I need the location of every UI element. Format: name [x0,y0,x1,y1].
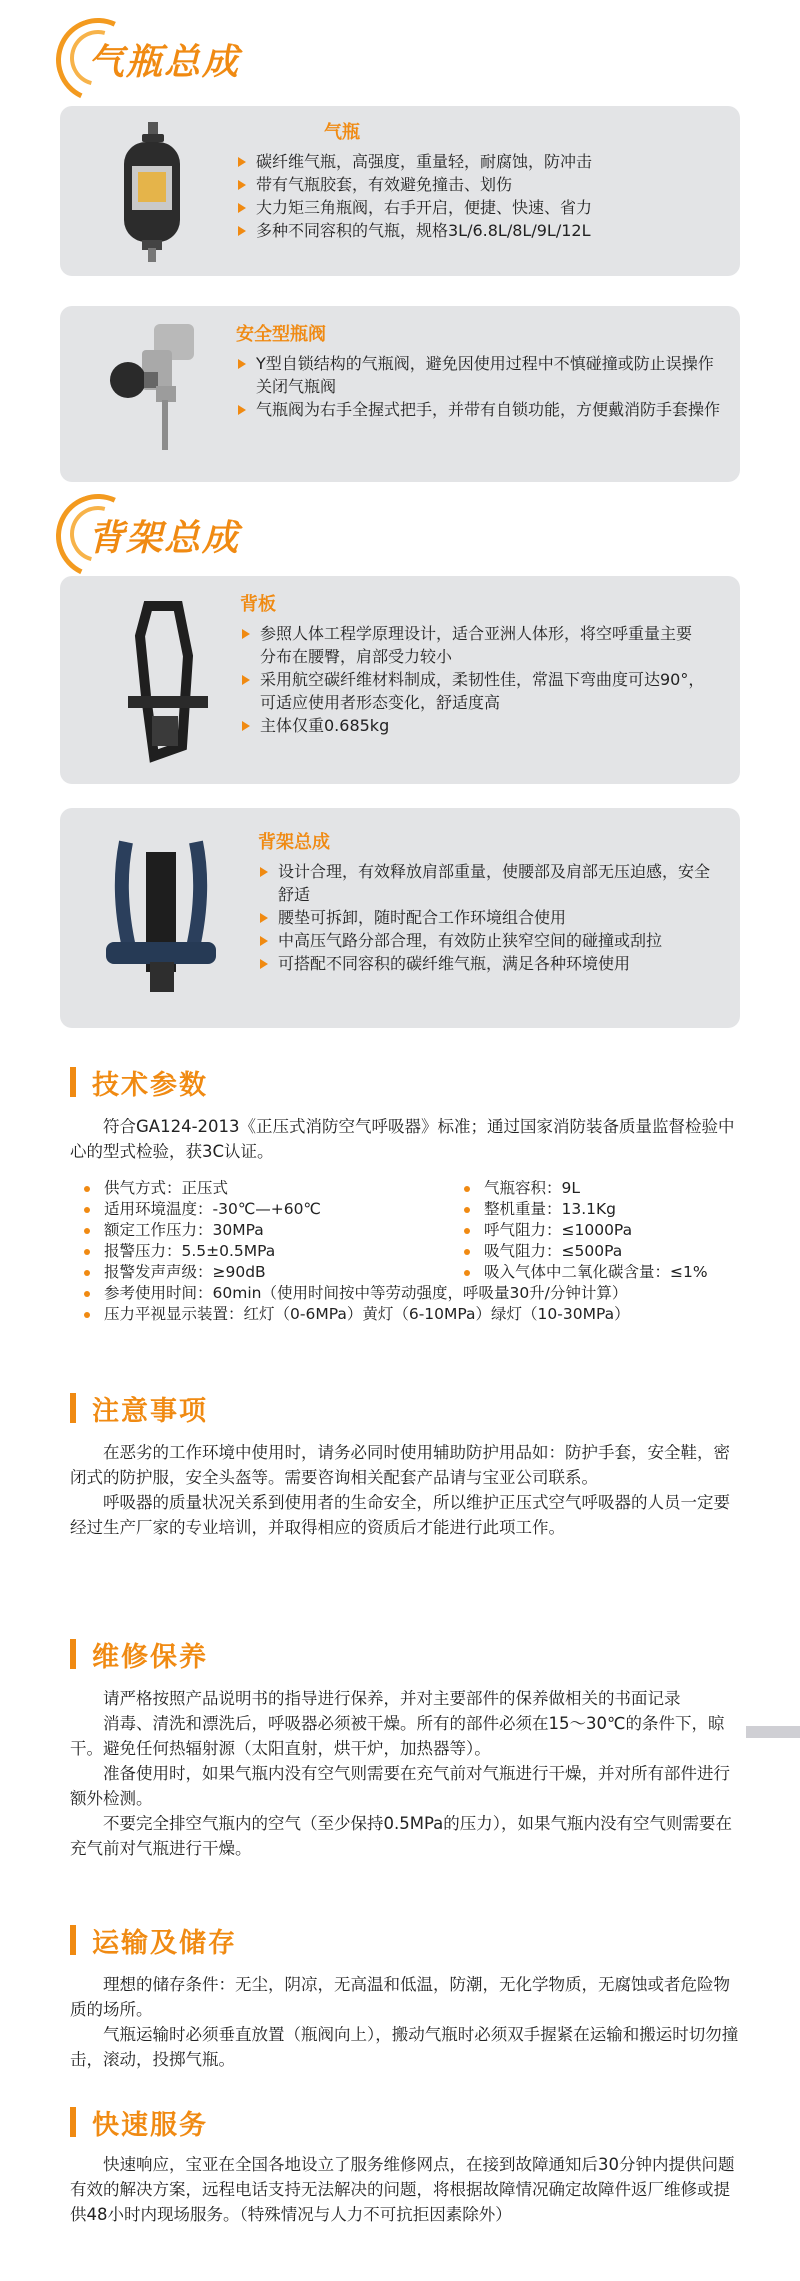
param-text: 呼气阻力：≤1000Pa [484,1221,633,1239]
list-item: Y型自锁结构的气瓶阀，避免因使用过程中不慎碰撞或防止误操作关闭气瓶阀 [236,352,722,398]
list-item: 气瓶阀为右手全握式把手，并带有自锁功能，方便戴消防手套操作 [236,398,722,421]
heading-text: 快速服务 [92,2109,208,2141]
section-title-text: 气瓶总成 [88,42,241,83]
harness-image [96,832,226,1006]
bullet-dot [84,1291,90,1297]
cylinder-image [112,122,192,266]
param-item [70,1304,750,1325]
heading-text: 维修保养 [92,1641,208,1673]
paragraph: 不要完全排空气瓶内的空气（至少保持0.5MPa的压力），如果气瓶内没有空气则需要在充气前对气瓶进行干燥。 [70,1814,733,1858]
param-item [450,1220,750,1241]
param-text: 气瓶容积：9L [484,1179,580,1197]
param-item [70,1178,450,1199]
param-item [70,1241,450,1262]
section-title-text: 背架总成 [88,518,241,559]
paragraph: 请严格按照产品说明书的指导进行保养，并对主要部件的保养做相关的书面记录 [103,1689,681,1708]
paragraph: 呼吸器的质量状况关系到使用者的生命安全，所以维护正压式空气呼吸器的人员一定要经过生产厂家的专业培训，并取得相应的资质后才能进行此项工作。 [70,1493,730,1537]
param-row [70,1178,750,1199]
param-text: 吸入气体中二氧化碳含量：≤1% [484,1263,708,1281]
paragraph: 理想的储存条件：无尘，阴凉，无高温和低温，防潮，无化学物质，无腐蚀或者危险物质的场所。 [70,1975,730,2019]
heading-service [70,2104,208,2140]
card-backplate [60,576,740,784]
valve-image [98,320,208,464]
param-item [450,1199,750,1220]
param-text: 吸气阻力：≤500Pa [484,1242,623,1260]
param-row [70,1283,750,1304]
card-heading-valve: 安全型瓶阀 [236,324,326,345]
section-title-backframe-assembly [56,500,316,570]
param-item [70,1283,750,1304]
maintenance-body [70,1686,742,1861]
card-valve [60,306,740,482]
paragraph: 在恶劣的工作环境中使用时，请务必同时使用辅助防护用品如：防护手套，安全鞋，密闭式的防护服，安全头盔等。需要咨询相关配套产品请与宝亚公司联系。 [70,1443,730,1487]
bullet-dot [84,1249,90,1255]
bullet-dot [464,1228,470,1234]
bullet-dot [464,1207,470,1213]
list-item: 可搭配不同容积的碳纤维气瓶，满足各种环境使用 [258,952,716,975]
card-heading-backplate: 背板 [240,594,276,615]
paragraph: 消毒、清洗和漂洗后，呼吸器必须被干燥。所有的部件必须在15～30℃的条件下，晾干。避免任何热辐射源（太阳直射，烘干炉，加热器等）。 [70,1714,725,1758]
list-item: 碳纤维气瓶，高强度，重量轻，耐腐蚀，防冲击 [236,150,716,173]
list-item: 多种不同容积的气瓶，规格3L/6.8L/8L/9L/12L [236,219,716,242]
decorative-strip [746,1726,800,1738]
paragraph: 快速响应，宝亚在全国各地设立了服务维修网点，在接到故障通知后30分钟内提供问题有效的解决方案，远程电话支持无法解决的问题，将根据故障情况确定故障件返厂维修或提供48小时内现场服务。（特殊情况与人力不可抗拒因素除外） [70,2155,735,2224]
param-row [70,1304,750,1325]
param-text: 适用环境温度：-30℃—+60℃ [104,1200,321,1218]
param-item [70,1262,450,1283]
bullet-dot [464,1249,470,1255]
list-item: 设计合理，有效释放肩部重量，使腰部及肩部无压迫感，安全舒适 [258,860,716,906]
heading-bar [70,1639,76,1669]
heading-tech-specs [70,1064,208,1100]
service-body [70,2152,742,2227]
param-text: 报警发声声级：≥90dB [104,1263,266,1281]
param-row [70,1220,750,1241]
param-item [450,1178,750,1199]
param-row [70,1199,750,1220]
bullet-list-backplate [240,622,706,737]
heading-bar [70,1393,76,1423]
heading-bar [70,1067,76,1097]
section-title-cylinder-assembly [56,24,316,94]
paragraph: 符合GA124-2013《正压式消防空气呼吸器》标准；通过国家消防装备质量监督检验中心的型式检验，获3C认证。 [70,1117,735,1161]
paragraph: 准备使用时，如果气瓶内没有空气则需要在充气前对气瓶进行干燥，并对所有部件进行额外检测。 [70,1764,730,1808]
list-item: 主体仅重0.685kg [240,714,706,737]
list-item: 采用航空碳纤维材料制成，柔韧性佳，常温下弯曲度可达90°，可适应使用者形态变化，舒适度高 [240,668,706,714]
param-item [450,1262,750,1283]
tech-params [70,1178,750,1325]
card-heading-cylinder: 气瓶 [324,122,360,143]
bullet-dot [84,1312,90,1318]
bullet-dot [84,1207,90,1213]
heading-bar [70,1925,76,1955]
param-text: 供气方式：正压式 [104,1179,229,1197]
card-cylinder [60,106,740,276]
param-text: 整机重量：13.1Kg [484,1200,617,1218]
list-item: 带有气瓶胶套，有效避免撞击、划伤 [236,173,716,196]
notice-body [70,1440,742,1540]
transport-body [70,1972,742,2072]
heading-text: 技术参数 [92,1069,208,1101]
param-text: 报警压力：5.5±0.5MPa [104,1242,276,1260]
bullet-dot [464,1270,470,1276]
paragraph: 气瓶运输时必须垂直放置（瓶阀向上），搬动气瓶时必须双手握紧在运输和搬运时切勿撞击，滚动，投掷气瓶。 [70,2025,739,2069]
param-item [70,1199,450,1220]
list-item: 参照人体工程学原理设计，适合亚洲人体形，将空呼重量主要分布在腰臀，肩部受力较小 [240,622,706,668]
list-item: 腰垫可拆卸，随时配合工作环境组合使用 [258,906,716,929]
bullet-dot [84,1186,90,1192]
bullet-dot [464,1186,470,1192]
heading-maintenance [70,1636,208,1672]
param-text: 参考使用时间：60min（使用时间按中等劳动强度，呼吸量30升/分钟计算） [104,1284,628,1302]
list-item: 中高压气路分部合理，有效防止狭窄空间的碰撞或刮拉 [258,929,716,952]
card-harness [60,808,740,1028]
heading-bar [70,2107,76,2137]
heading-notice [70,1390,208,1426]
param-item [450,1241,750,1262]
bullet-list-harness [258,860,716,975]
bullet-dot [84,1270,90,1276]
heading-text: 注意事项 [92,1395,208,1427]
card-heading-harness: 背架总成 [258,832,330,853]
bullet-list-cylinder [236,150,716,242]
tech-intro [70,1114,742,1164]
param-item [70,1220,450,1241]
param-text: 压力平视显示装置：红灯（0-6MPa）黄灯（6-10MPa）绿灯（10-30MPa） [104,1305,630,1323]
heading-text: 运输及储存 [92,1927,237,1959]
param-row [70,1241,750,1262]
param-row [70,1262,750,1283]
heading-transport [70,1922,237,1958]
bullet-list-valve [236,352,722,421]
backplate-image [118,596,218,770]
bullet-dot [84,1228,90,1234]
list-item: 大力矩三角瓶阀，右手开启，便捷、快速、省力 [236,196,716,219]
param-text: 额定工作压力：30MPa [104,1221,264,1239]
